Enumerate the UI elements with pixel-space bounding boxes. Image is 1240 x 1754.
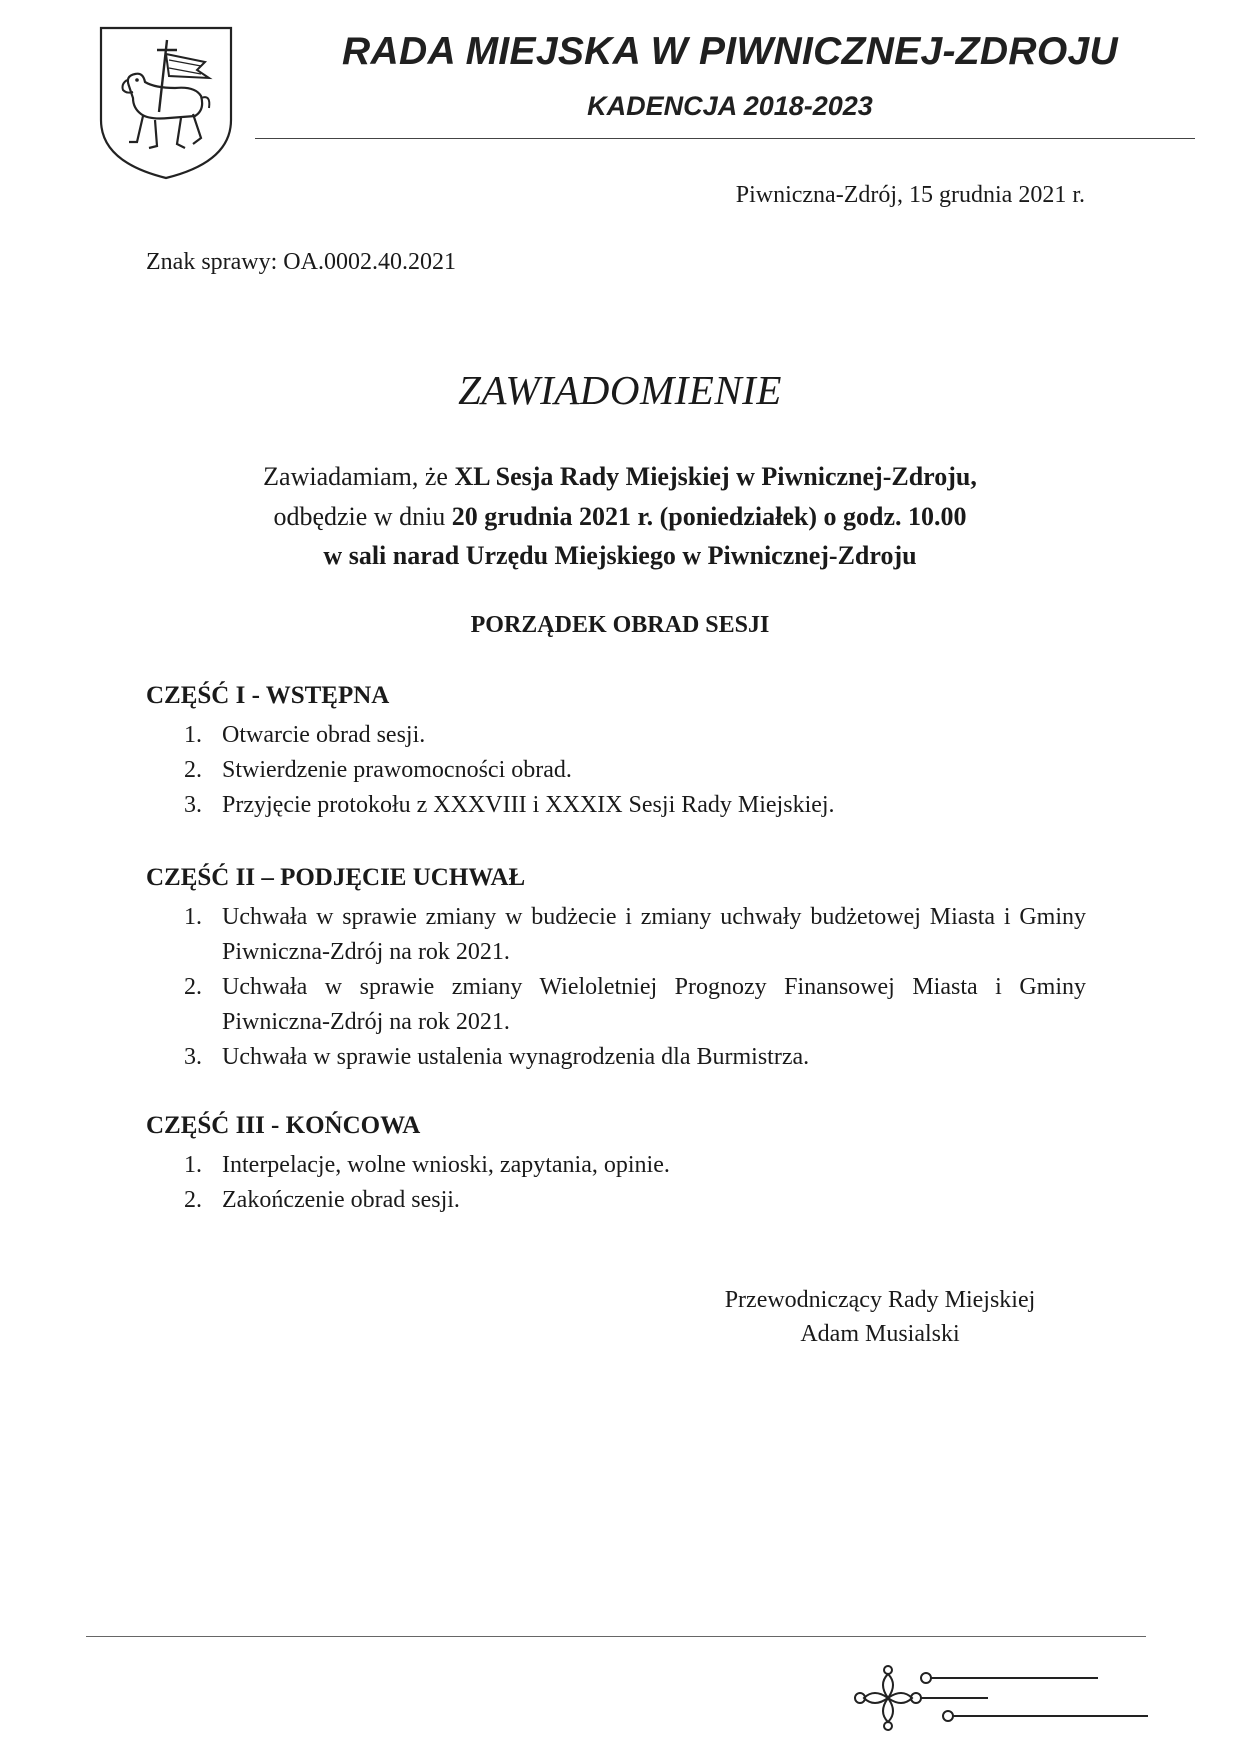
footer-divider <box>86 1636 1146 1637</box>
list-item <box>146 1183 1086 1218</box>
item-number: 3. <box>184 1044 202 1070</box>
section-heading-3: CZĘŚĆ III - KOŃCOWA <box>146 1112 421 1139</box>
agenda-heading: PORZĄDEK OBRAD SESJI <box>470 612 770 638</box>
list-item <box>146 718 1086 753</box>
item-text: Uchwała w sprawie ustalenia wynagrodzenia dla Burmistrza. <box>222 1044 810 1070</box>
header-divider <box>255 138 1195 139</box>
item-number: 1. <box>184 904 202 930</box>
notice-line-1-text: Zawiadamiam, że <box>263 462 455 491</box>
notice-line-1 <box>0 462 1240 492</box>
signatory-name: Adam Musialski <box>800 1321 960 1347</box>
item-number: 1. <box>184 722 202 748</box>
case-number: Znak sprawy: OA.0002.40.2021 <box>146 249 456 275</box>
list-item <box>146 1148 1086 1183</box>
document-title: ZAWIADOMIENIE <box>458 367 782 413</box>
item-number: 2. <box>184 1187 202 1213</box>
list-item <box>146 1040 1086 1075</box>
section-3-items <box>146 1148 1086 1218</box>
item-text: Uchwała w sprawie zmiany Wieloletniej Prognozy Finansowej Miasta i Gminy Piwniczna-Zdrój na rok 2021. <box>222 974 1086 1035</box>
item-number: 3. <box>184 792 202 818</box>
notice-line-2 <box>0 502 1240 532</box>
section-heading-2: CZĘŚĆ II – PODJĘCIE UCHWAŁ <box>146 864 526 891</box>
item-number: 1. <box>184 1152 202 1178</box>
item-number: 2. <box>184 974 202 1000</box>
item-text: Zakończenie obrad sesji. <box>222 1187 460 1213</box>
notice-session-name: XL Sesja Rady Miejskiej w Piwnicznej-Zdroju, <box>454 462 977 491</box>
notice-session-date: 20 grudnia 2021 r. (poniedziałek) o godz. 10.00 <box>451 502 967 531</box>
item-text: Uchwała w sprawie zmiany w budżecie i zmiany uchwały budżetowej Miasta i Gminy Piwniczna-Zdrój na rok 2021. <box>222 904 1086 965</box>
section-2-items <box>146 900 1086 1075</box>
section-heading-1: CZĘŚĆ I - WSTĘPNA <box>146 682 390 709</box>
list-item <box>146 900 1086 970</box>
notice-location: w sali narad Urzędu Miejskiego w Piwnicznej-Zdroju <box>323 541 917 570</box>
item-number: 2. <box>184 757 202 783</box>
council-name: RADA MIEJSKA W PIWNICZNEJ-ZDROJU <box>342 30 1118 73</box>
signatory-role: Przewodniczący Rady Miejskiej <box>724 1287 1036 1313</box>
item-text: Przyjęcie protokołu z XXXVIII i XXXIX Sesji Rady Miejskiej. <box>222 792 835 818</box>
item-text: Interpelacje, wolne wnioski, zapytania, opinie. <box>222 1152 670 1178</box>
place-date: Piwniczna-Zdrój, 15 grudnia 2021 r. <box>735 182 1085 208</box>
signature-block <box>690 1283 1070 1351</box>
list-item <box>146 753 1086 788</box>
decorative-knot-ornament-icon <box>848 1660 1148 1736</box>
list-item <box>146 970 1086 1040</box>
item-text: Otwarcie obrad sesji. <box>222 722 426 748</box>
council-term: KADENCJA 2018-2023 <box>587 91 873 121</box>
list-item <box>146 788 1086 823</box>
coat-of-arms-lamb-icon <box>97 24 235 182</box>
section-1-items <box>146 718 1086 823</box>
notice-line-2-text: odbędzie w dniu <box>273 502 452 531</box>
item-text: Stwierdzenie prawomocności obrad. <box>222 757 572 783</box>
